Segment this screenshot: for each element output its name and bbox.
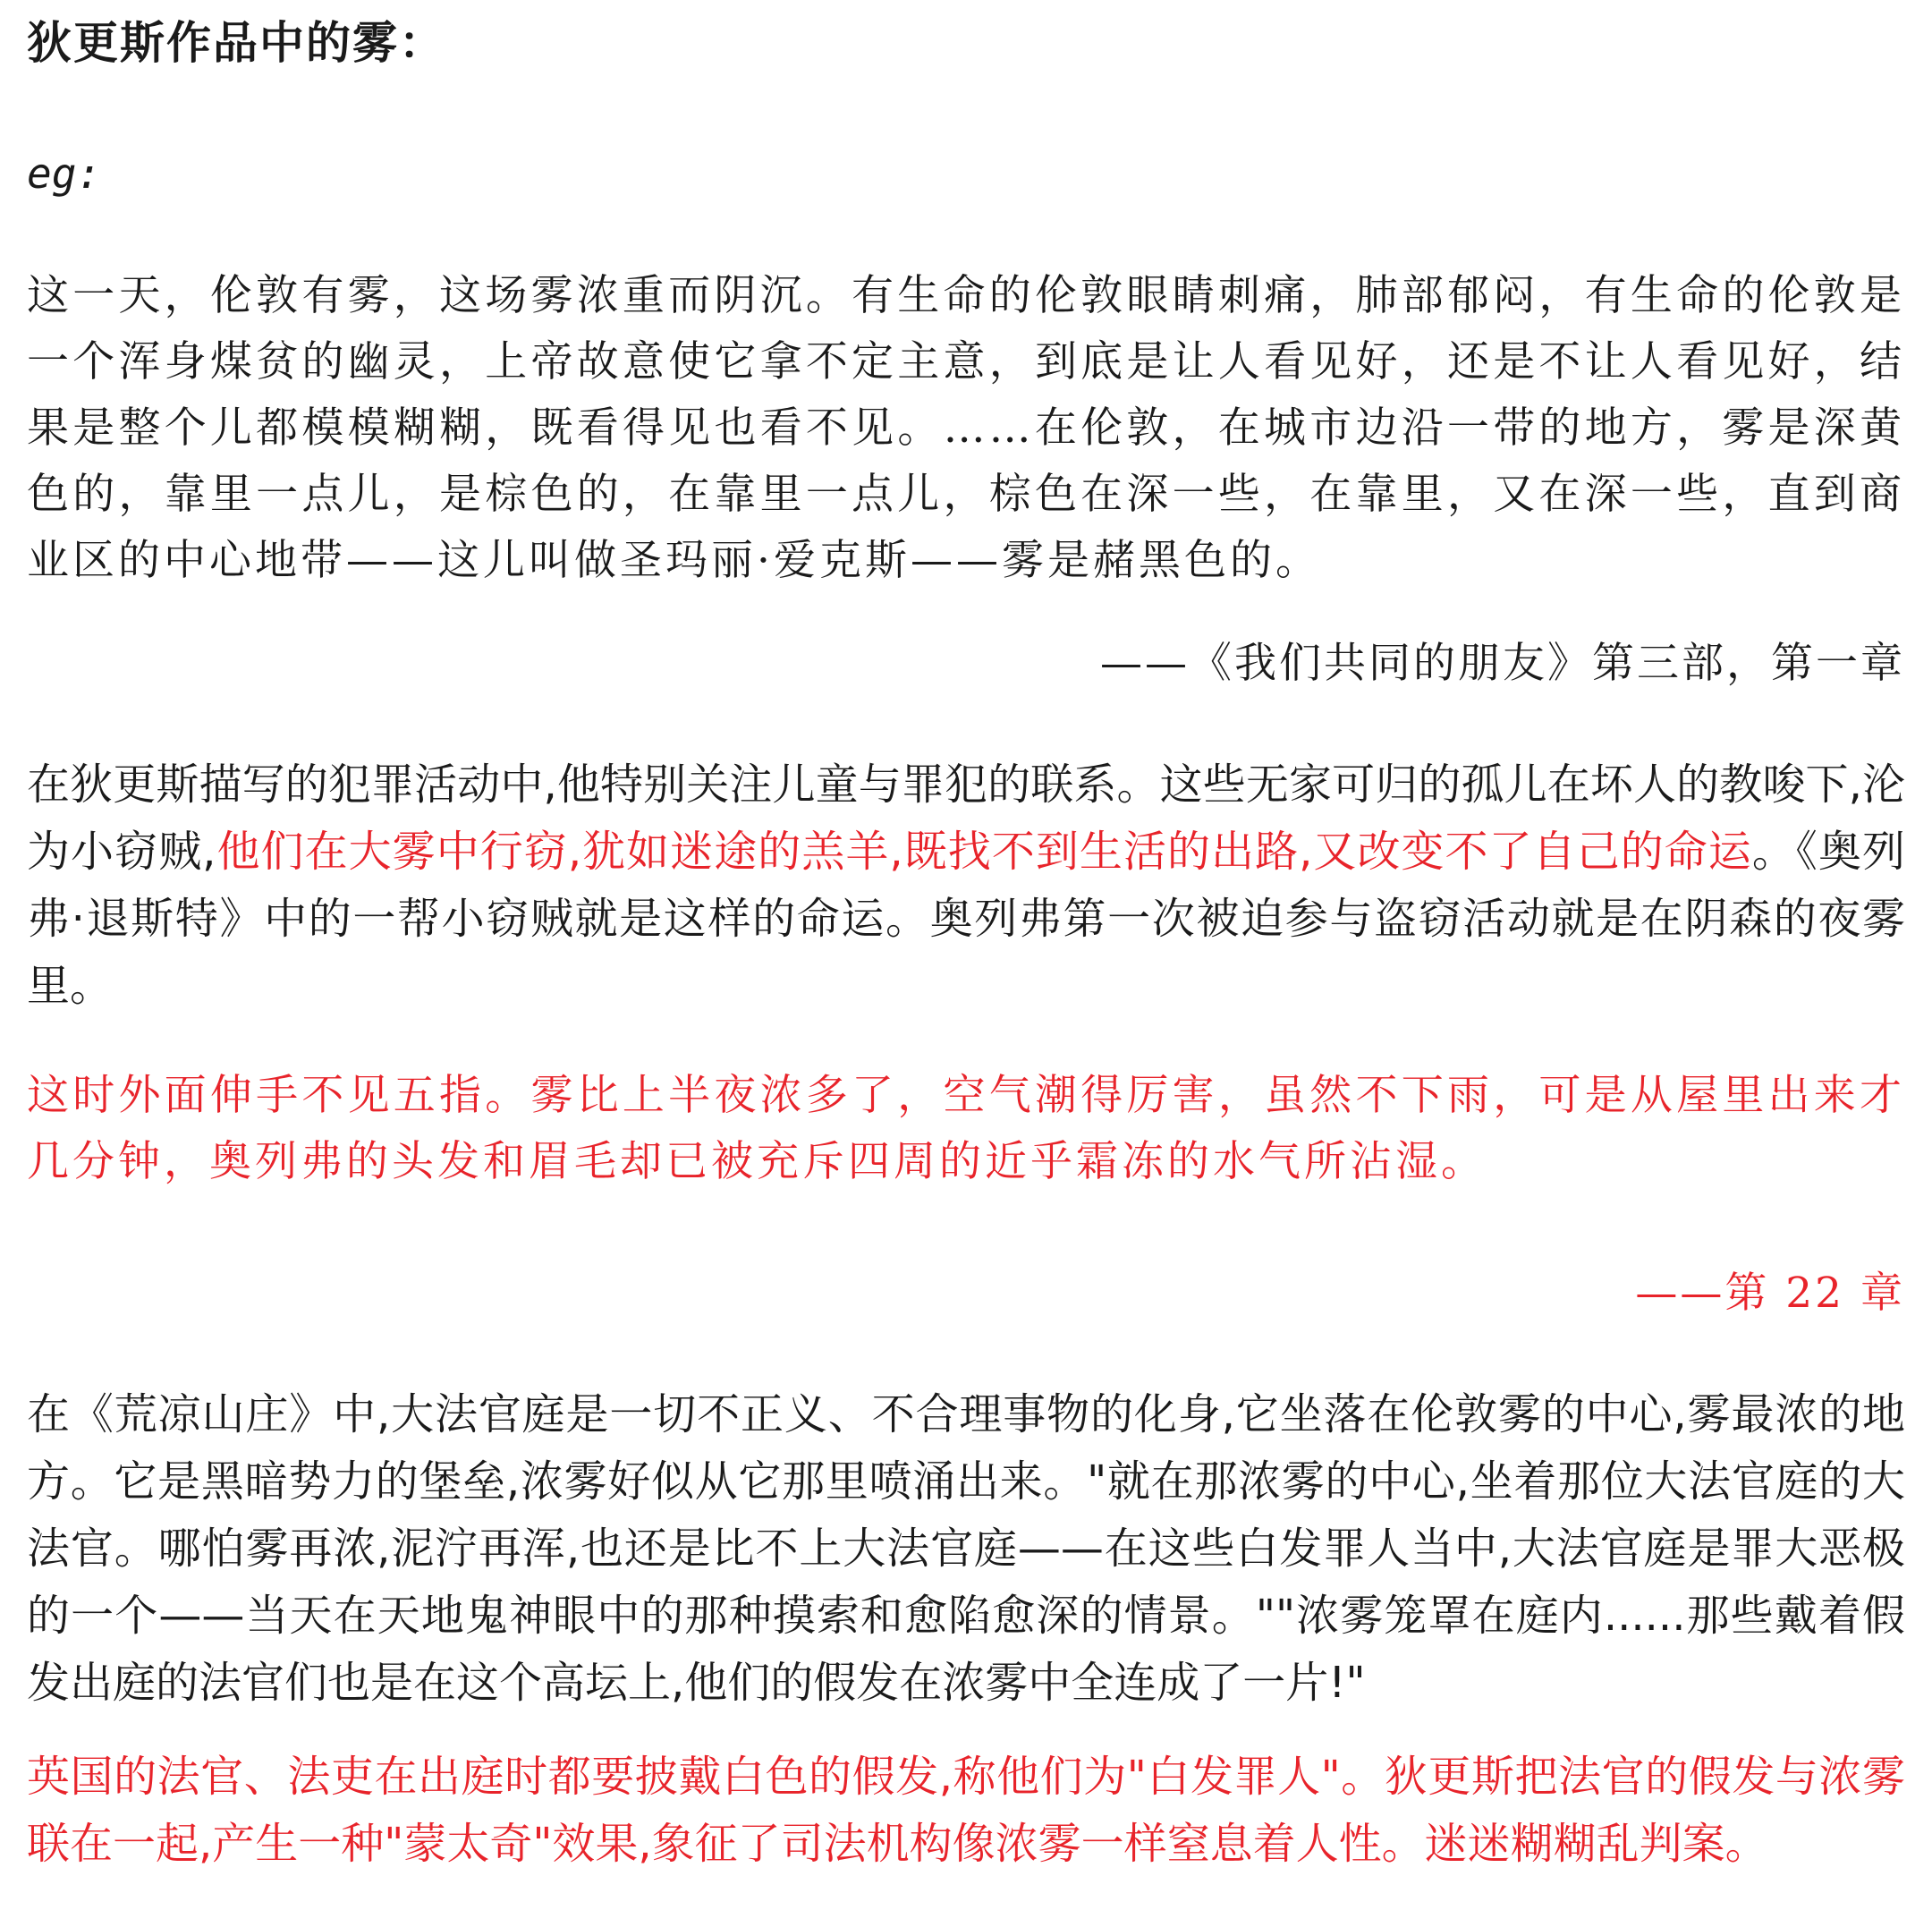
quote-attribution-our-mutual-friend: ——《我们共同的朋友》第三部，第一章 <box>1100 639 1905 688</box>
paragraph-tail-text: 。《奥列弗·退斯特》中的一帮小窃贼就是这样的命运。奥列弗第一次被迫参与盗窃活动就是在阴森的夜雾里。 <box>27 827 1905 1011</box>
document-page <box>27 0 1905 1878</box>
paragraph-lead-text: 在狄更斯描写的犯罪活动中,他特别关注儿童与罪犯的联系。这些无家可归的孤儿在坏人的教唆下,沦为小窃贼, <box>27 760 1905 877</box>
highlighted-text: 他们在大雾中行窃,犹如迷途的羔羊,既找不到生活的出路,又改变不了自己的命运 <box>216 827 1752 877</box>
document-heading: 狄更斯作品中的雾： <box>27 16 445 69</box>
paragraph-wig-and-fog: 英国的法官、法吏在出庭时都要披戴白色的假发,称他们为"白发罪人"。狄更斯把法官的假发与浓雾联在一起,产生一种"蒙太奇"效果,象征了司法机构像浓雾一样窒息着人性。迷迷糊糊乱判案。 <box>27 1752 1905 1869</box>
paragraph-crime-and-children <box>27 751 1905 1020</box>
quote-our-mutual-friend: 这一天，伦敦有雾，这场雾浓重而阴沉。有生命的伦敦眼睛刺痛，肺部郁闷，有生命的伦敦是一个浑身煤贫的幽灵，上帝故意使它拿不定主意，到底是让人看见好，还是不让人看见好，结果是整个儿都模模糊糊，既看得见也看不见。……在伦敦，在城市边沿一带的地方，雾是深黄色的，靠里一点儿，是棕色的，在靠里一点儿，棕色在深一些，在靠里，又在深一些，直到商业区的中心地带——这儿叫做圣玛丽·爱克斯——雾是赭黑色的。 <box>27 271 1905 585</box>
quote-attribution-oliver-twist: ——第 22 章 <box>1635 1269 1905 1318</box>
paragraph-bleak-house: 在《荒凉山庄》中,大法官庭是一切不正义、不合理事物的化身,它坐落在伦敦雾的中心,雾最浓的地方。它是黑暗势力的堡垒,浓雾好似从它那里喷涌出来。"就在那浓雾的中心,坐着那位大法官庭的大法官。哪怕雾再浓,泥泞再浑,也还是比不上大法官庭——在这些白发罪人当中,大法官庭是罪大恶极的一个——当天在天地鬼神眼中的那种摸索和愈陷愈深的情景。""浓雾笼罩在庭内......那些戴着假发出庭的法官们也是在这个高坛上,他们的假发在浓雾中全连成了一片!" <box>27 1389 1905 1708</box>
quote-oliver-twist: 这时外面伸手不见五指。雾比上半夜浓多了，空气潮得厉害，虽然不下雨，可是从屋里出来才几分钟，奥列弗的头发和眉毛却已被充斥四周的近乎霜冻的水气所沾湿。 <box>27 1071 1905 1186</box>
example-label: eg: <box>27 149 102 198</box>
